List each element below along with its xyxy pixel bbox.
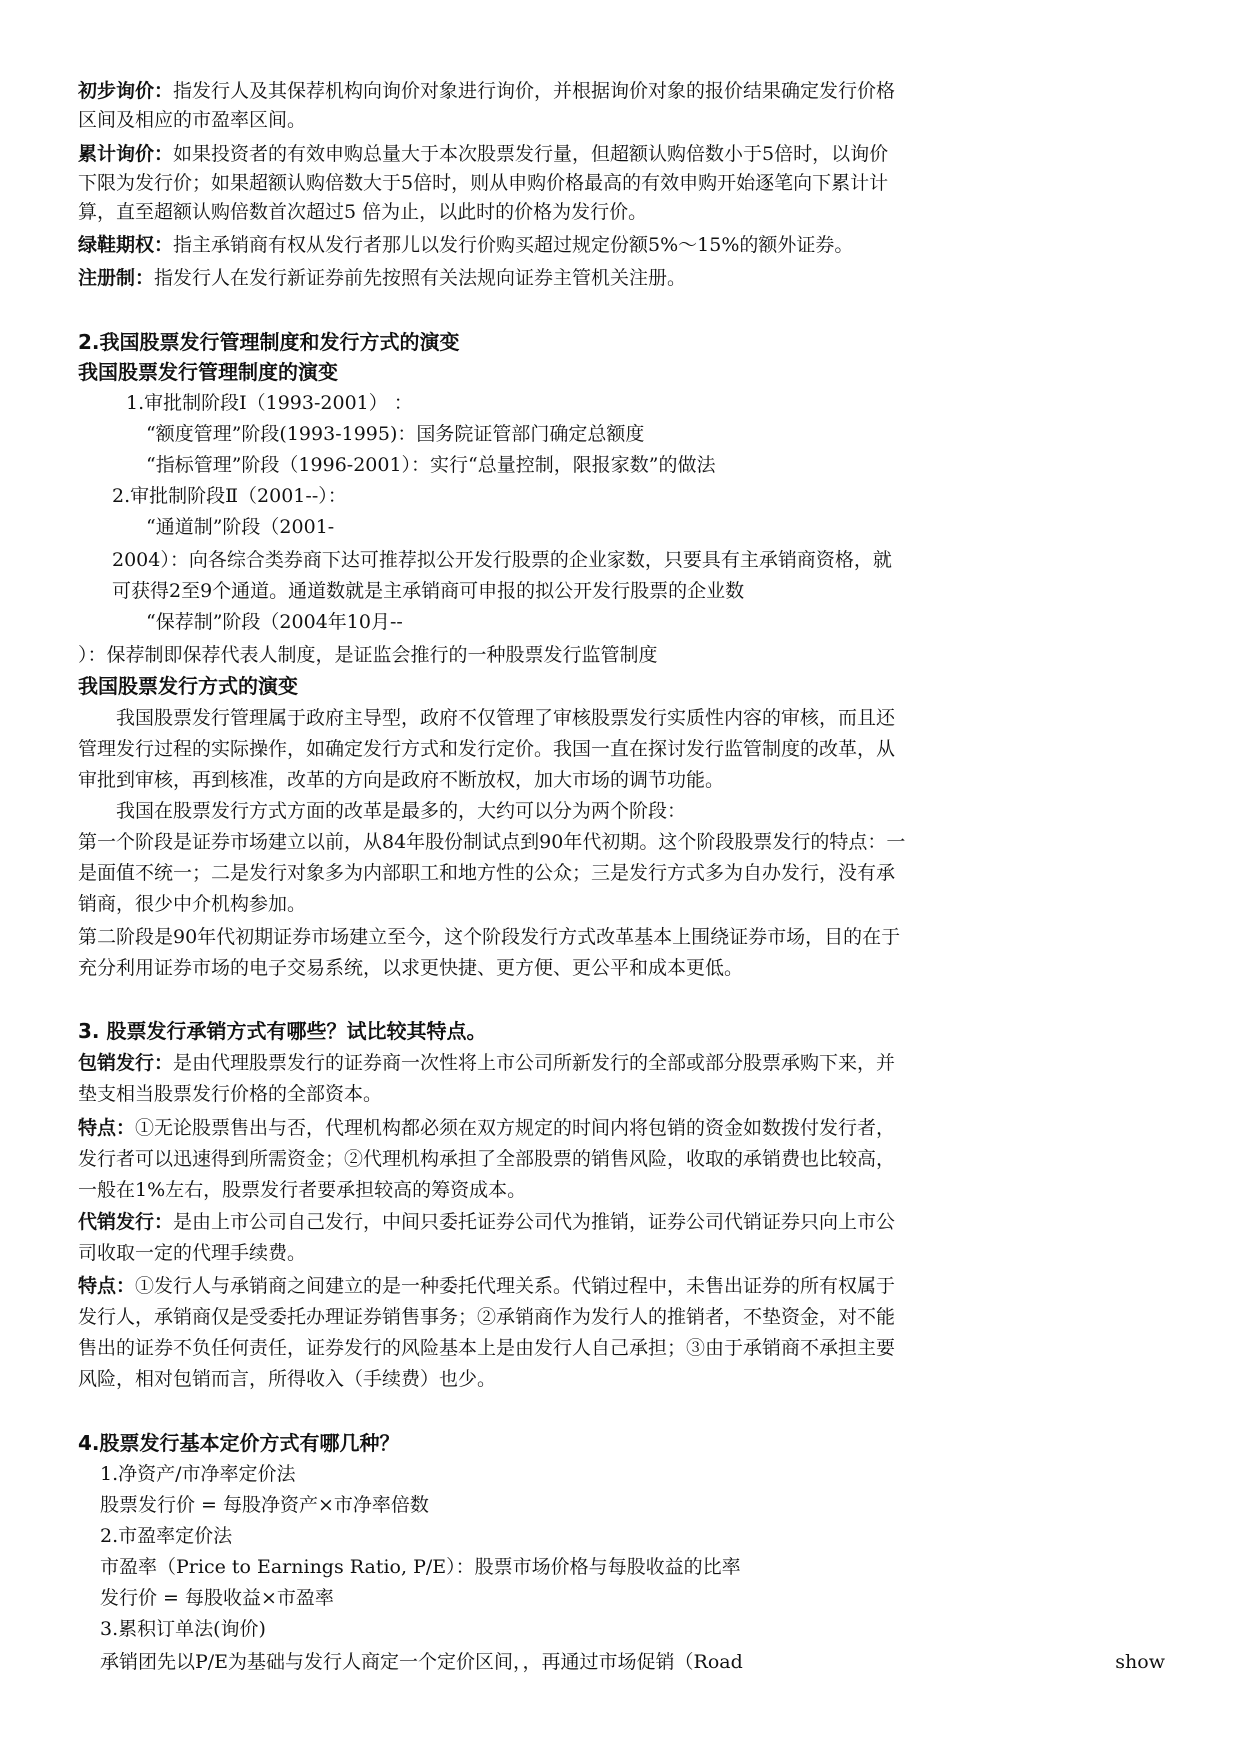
def-greenshoe xyxy=(78,230,1175,260)
definition-text: 风险，相对包销而言，所得收入（手续费）也少。 xyxy=(78,1368,497,1390)
section-2-subheading-method: 我国股票发行方式的演变 xyxy=(78,674,298,698)
text-line: 股票发行价 = 每股净资产×市净率倍数 xyxy=(100,1494,429,1516)
section-3-heading: 3. 股票发行承销方式有哪些？试比较其特点。 xyxy=(78,1019,487,1043)
def-initial-inquiry xyxy=(78,76,1175,106)
paragraph-line: 我国股票发行管理属于政府主导型，政府不仅管理了审核股票发行实质性内容的审核，而且还 xyxy=(78,707,896,729)
definition-text: ①无论股票售出与否，代理机构都必须在双方规定的时间内将包销的资金如数拨付发行者， xyxy=(135,1117,896,1139)
def-cumulative-inquiry xyxy=(78,139,1175,169)
text-line: “额度管理”阶段(1993-1995)：国务院证管部门确定总额度 xyxy=(146,423,645,445)
definition-text: 指发行人及其保荐机构向询价对象进行询价，并根据询价对象的报价结果确定发行价格 xyxy=(173,80,896,102)
definition-text: 下限为发行价；如果超额认购倍数大于5倍时，则从申购价格最高的有效申购开始逐笔向下累计计 xyxy=(78,172,889,194)
section-4-heading: 4.股票发行基本定价方式有哪几种？ xyxy=(78,1431,400,1455)
def-firm-commitment xyxy=(78,1048,1175,1078)
term: 注册制： xyxy=(78,267,155,289)
paragraph-line: 我国在股票发行方式方面的改革是最多的，大约可以分为两个阶段： xyxy=(78,800,687,822)
text-line: “通道制”阶段（2001- xyxy=(146,516,335,538)
term: 累计询价： xyxy=(78,143,174,165)
def-best-efforts xyxy=(78,1207,1175,1237)
text-segment: show xyxy=(1115,1651,1165,1673)
text-line: 2.市盈率定价法 xyxy=(100,1525,233,1547)
definition-text: 发行者可以迅速得到所需资金；②代理机构承担了全部股票的销售风险，收取的承销费也比较高， xyxy=(78,1148,896,1170)
text-segment: 承销团先以P/E为基础与发行人商定一个定价区间，，再通过市场促销（Road xyxy=(100,1651,743,1673)
paragraph-line: 审批到审核，再到核准，改革的方向是政府不断放权，加大市场的调节功能。 xyxy=(78,769,725,791)
definition-text: 如果投资者的有效申购总量大于本次股票发行量，但超额认购倍数小于5倍时，以询价 xyxy=(173,143,889,165)
paragraph-line: 是面值不统一；二是发行对象多为内部职工和地方性的公众；三是发行方式多为自办发行，没有承 xyxy=(78,862,896,884)
definition-text: 一般在1%左右，股票发行者要承担较高的筹资成本。 xyxy=(78,1179,527,1201)
term: 代销发行： xyxy=(78,1211,174,1233)
definition-text: 是由上市公司自己发行，中间只委托证券公司代为推销，证券公司代销证券只向上市公 xyxy=(173,1211,896,1233)
text-line: “保荐制”阶段（2004年10月-- xyxy=(146,611,403,633)
features-firm xyxy=(78,1113,1175,1143)
definition-text: 发行人，承销商仅是受委托办理证券销售事务；②承销商作为发行人的推销者，不垫资金，对不能 xyxy=(78,1306,896,1328)
definition-text: 垫支相当股票发行价格的全部资本。 xyxy=(78,1083,383,1105)
section-2-subheading-mgmt: 我国股票发行管理制度的演变 xyxy=(78,360,338,384)
definition-text: 指主承销商有权从发行者那儿以发行价购买超过规定份额5%～15%的额外证券。 xyxy=(173,234,854,256)
text-line: 2.审批制阶段Ⅱ（2001--）： xyxy=(112,485,347,507)
text-line: 2004）：向各综合类券商下达可推荐拟公开发行股票的企业家数，只要具有主承销商资格，就 xyxy=(112,549,892,571)
paragraph-line: 充分利用证券市场的电子交易系统，以求更快捷、更方便、更公平和成本更低。 xyxy=(78,957,744,979)
text-line: 1.净资产/市净率定价法 xyxy=(100,1463,296,1485)
text-line-justified xyxy=(100,1647,1165,1677)
definition-text: 区间及相应的市盈率区间。 xyxy=(78,109,307,131)
definition-text: ①发行人与承销商之间建立的是一种委托代理关系。代销过程中，未售出证券的所有权属于 xyxy=(135,1275,896,1297)
paragraph-line: 第二阶段是90年代初期证券市场建立至今，这个阶段发行方式改革基本上围绕证券市场，目的在于 xyxy=(78,926,901,948)
def-registration xyxy=(78,263,1175,293)
section-2-heading: 2.我国股票发行管理制度和发行方式的演变 xyxy=(78,330,460,354)
features-best-efforts xyxy=(78,1271,1175,1301)
text-line: ）：保荐制即保荐代表人制度，是证监会推行的一种股票发行监管制度 xyxy=(78,644,658,666)
definition-text: 算，直至超额认购倍数首次超过5 倍为止，以此时的价格为发行价。 xyxy=(78,201,648,223)
term: 初步询价： xyxy=(78,80,174,102)
term: 包销发行： xyxy=(78,1052,174,1074)
text-line: “指标管理”阶段（1996-2001）：实行“总量控制，限报家数”的做法 xyxy=(146,454,716,476)
text-line: 3.累积订单法(询价) xyxy=(100,1618,266,1640)
term: 绿鞋期权： xyxy=(78,234,174,256)
paragraph-line: 销商，很少中介机构参加。 xyxy=(78,893,307,915)
definition-text: 指发行人在发行新证券前先按照有关法规向证券主管机关注册。 xyxy=(154,267,687,289)
text-line: 可获得2至9个通道。通道数就是主承销商可申报的拟公开发行股票的企业数 xyxy=(112,580,745,602)
text-line: 市盈率（Price to Earnings Ratio, P/E）：股票市场价格与每股收益的比率 xyxy=(100,1556,741,1578)
text-line: 1.审批制阶段Ⅰ（1993-2001） ： xyxy=(126,392,413,414)
definition-text: 司收取一定的代理手续费。 xyxy=(78,1242,307,1264)
term: 特点： xyxy=(78,1117,136,1139)
paragraph-line: 管理发行过程的实际操作，如确定发行方式和发行定价。我国一直在探讨发行监管制度的改革，从 xyxy=(78,738,896,760)
text-line: 发行价 = 每股收益×市盈率 xyxy=(100,1587,334,1609)
definition-text: 是由代理股票发行的证券商一次性将上市公司所新发行的全部或部分股票承购下来，并 xyxy=(173,1052,896,1074)
term: 特点： xyxy=(78,1275,136,1297)
definition-text: 售出的证券不负任何责任，证券发行的风险基本上是由发行人自己承担；③由于承销商不承担主要 xyxy=(78,1337,896,1359)
paragraph-line: 第一个阶段是证券市场建立以前，从84年股份制试点到90年代初期。这个阶段股票发行的特点：一 xyxy=(78,831,906,853)
